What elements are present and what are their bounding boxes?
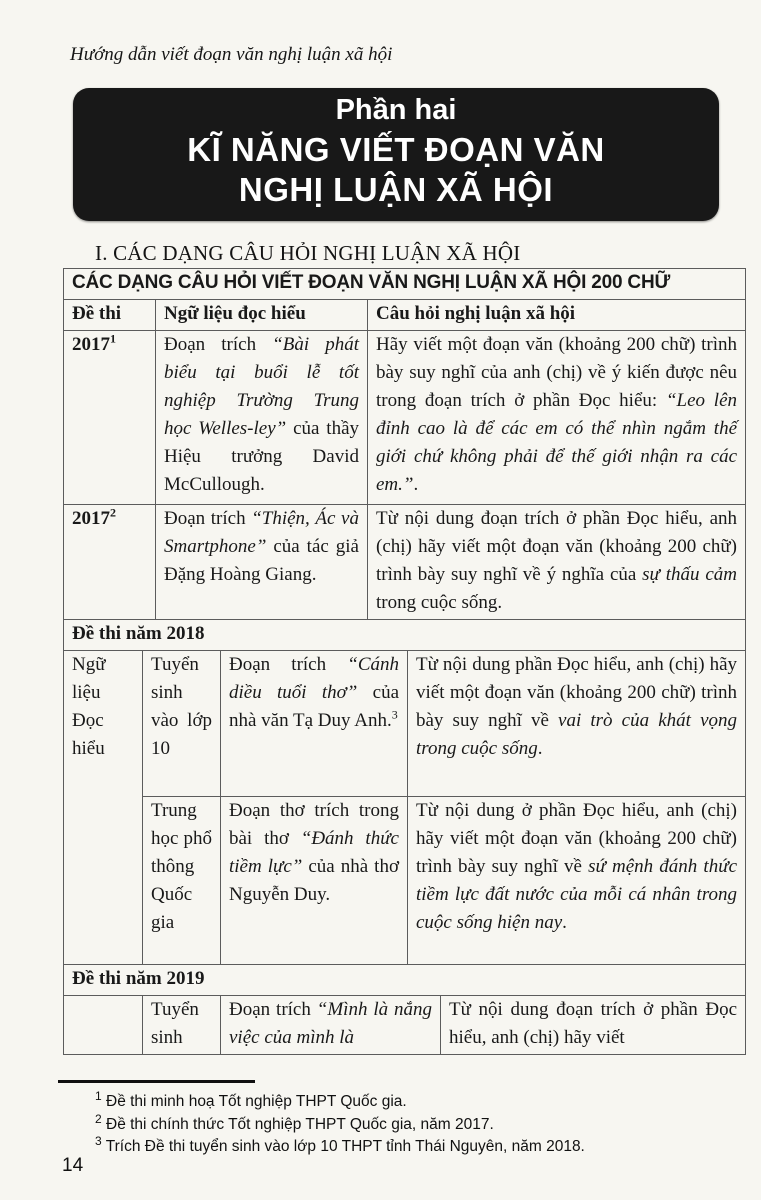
question-quote: “Leo lên đỉnh cao là để các em có thể nhìn ngắm thế giới chứ không phải để thế giới nhận ra các em.”	[376, 390, 738, 495]
year-divider-2018	[64, 620, 746, 651]
source-cell	[156, 505, 368, 620]
banner-title-line2: NGHỊ LUẬN XÃ HỘI	[238, 171, 554, 208]
empty-cell	[64, 996, 143, 1055]
year-label: 2017	[72, 508, 110, 529]
column-header-ngu-lieu: Ngữ liệu đọc hiểu	[156, 300, 368, 331]
question-cell	[368, 505, 746, 620]
source-cell	[221, 651, 408, 797]
footnote-separator	[58, 1080, 255, 1083]
section-heading: I. CÁC DẠNG CÂU HỎI NGHỊ LUẬN XÃ HỘI	[95, 241, 521, 265]
question-cell	[441, 996, 746, 1055]
source-quote: “Mình là nắng việc của mình là	[229, 999, 432, 1048]
footnote-ref: 2	[110, 505, 116, 520]
source-text: Đoạn trích	[229, 999, 317, 1020]
question-text: Từ nội dung phần Đọc hiểu, anh (chị) hãy viết một đoạn văn (khoảng 200 chữ) trình bày suy nghĩ về	[416, 654, 738, 731]
table-row-2019-1	[64, 996, 746, 1055]
column-header-de-thi: Đề thi	[64, 300, 156, 331]
source-cell	[221, 797, 408, 965]
source-text: của tác giả Đặng Hoàng Giang.	[164, 536, 359, 585]
footnote-text: Đề thi minh hoạ Tốt nghiệp THPT Quốc gia.	[101, 1093, 407, 1110]
source-text: của nhà văn Tạ Duy Anh.	[229, 682, 399, 731]
footnote-ref: 3	[391, 707, 398, 722]
footnote-ref: 1	[110, 331, 116, 346]
year-divider-label: Đề thi năm 2018	[64, 620, 746, 651]
source-quote: “Đánh thức tiềm lực”	[229, 828, 399, 877]
question-quote: vai trò của khát vọng trong cuộc sống	[416, 710, 738, 759]
banner-title-line1: KĨ NĂNG VIẾT ĐOẠN VĂN	[187, 131, 605, 168]
running-header: Hướng dẫn viết đoạn văn nghị luận xã hội	[70, 44, 393, 65]
question-text: Từ nội dung ở phần Đọc hiểu, anh (chị) hãy viết một đoạn văn (khoảng 200 chữ) trình bày suy nghĩ về	[416, 800, 738, 877]
source-text: Đoạn thơ trích trong bài thơ	[229, 800, 399, 849]
table-title: CÁC DẠNG CÂU HỎI VIẾT ĐOẠN VĂN NGHỊ LUẬN XÃ HỘI 200 CHỮ	[64, 269, 746, 300]
exam-cell: Tuyển sinh	[143, 996, 221, 1055]
footnote-2	[95, 1111, 725, 1137]
question-quote: sự thấu cảm	[642, 564, 737, 585]
footnote-1	[95, 1088, 725, 1114]
banner-part-label: Phần hai	[335, 94, 457, 126]
column-header-cau-hoi: Câu hỏi nghị luận xã hội	[368, 300, 746, 331]
year-divider-label: Đề thi năm 2019	[64, 965, 746, 996]
footnote-text: Trích Đề thi tuyển sinh vào lớp 10 THPT tỉnh Thái Nguyên, năm 2018.	[101, 1138, 585, 1155]
table-header-row	[64, 300, 746, 331]
question-text: Từ nội dung đoạn trích ở phần Đọc hiểu, anh (chị) hãy viết một đoạn văn (khoảng 200 chữ) trình bày suy nghĩ về ý nghĩa của	[376, 508, 738, 585]
footnote-marker: 3	[95, 1133, 102, 1148]
question-types-table	[63, 268, 746, 1055]
question-text: .	[413, 474, 419, 495]
year-cell	[64, 331, 156, 505]
footnote-marker: 2	[95, 1111, 102, 1126]
table-row-2018-1	[64, 651, 746, 797]
question-cell	[368, 331, 746, 505]
exam-cell: Trung học phổ thông Quốc gia	[143, 797, 221, 965]
question-text: trong cuộc sống.	[376, 592, 503, 613]
footnote-marker: 1	[95, 1088, 102, 1103]
source-quote: “Cánh diều tuổi thơ”	[229, 654, 399, 703]
year-divider-2019	[64, 965, 746, 996]
table-title-row	[64, 269, 746, 300]
source-text: Đoạn trích	[229, 654, 348, 675]
table-row-2018-2	[64, 797, 746, 965]
question-text: Từ nội dung đoạn trích ở phần Đọc hiểu, anh (chị) hãy viết	[449, 999, 738, 1048]
table-row-2017-1	[64, 331, 746, 505]
exam-cell: Tuyển sinh vào lớp 10	[143, 651, 221, 797]
source-text: của nhà thơ Nguyễn Duy.	[229, 856, 399, 905]
footnote-text: Đề thi chính thức Tốt nghiệp THPT Quốc gia, năm 2017.	[101, 1115, 494, 1133]
question-cell	[408, 651, 746, 797]
page-number: 14	[62, 1155, 84, 1176]
footnote-3	[95, 1133, 725, 1159]
footnotes	[95, 1088, 725, 1159]
source-cell	[221, 996, 441, 1055]
year-cell	[64, 505, 156, 620]
table-row-2017-2	[64, 505, 746, 620]
row-header-ngu-lieu: Ngữ liệu Đọc hiểu	[64, 651, 143, 965]
question-quote: sứ mệnh đánh thức tiềm lực đất nước của mỗi cá nhân trong cuộc sống hiện nay	[416, 856, 738, 933]
source-quote: “Thiện, Ác và Smartphone”	[164, 508, 359, 557]
question-text: Hãy viết một đoạn văn (khoảng 200 chữ) trình bày suy nghĩ của anh (chị) về ý kiến được nêu trong đoạn trích ở phần Đọc hiểu:	[376, 334, 738, 411]
year-label: 2017	[72, 334, 110, 355]
question-cell	[408, 797, 746, 965]
part-title-banner	[73, 88, 719, 221]
source-text: của thầy Hiệu trưởng David McCullough.	[164, 418, 360, 495]
source-quote: “Bài phát biểu tại buổi lễ tốt nghiệp Trường Trung học Welles-ley”	[164, 334, 359, 439]
question-text: .	[562, 912, 567, 933]
question-text: .	[537, 738, 543, 759]
source-cell	[156, 331, 368, 505]
source-text: Đoạn trích	[164, 334, 273, 355]
source-text: Đoạn trích	[164, 508, 252, 529]
